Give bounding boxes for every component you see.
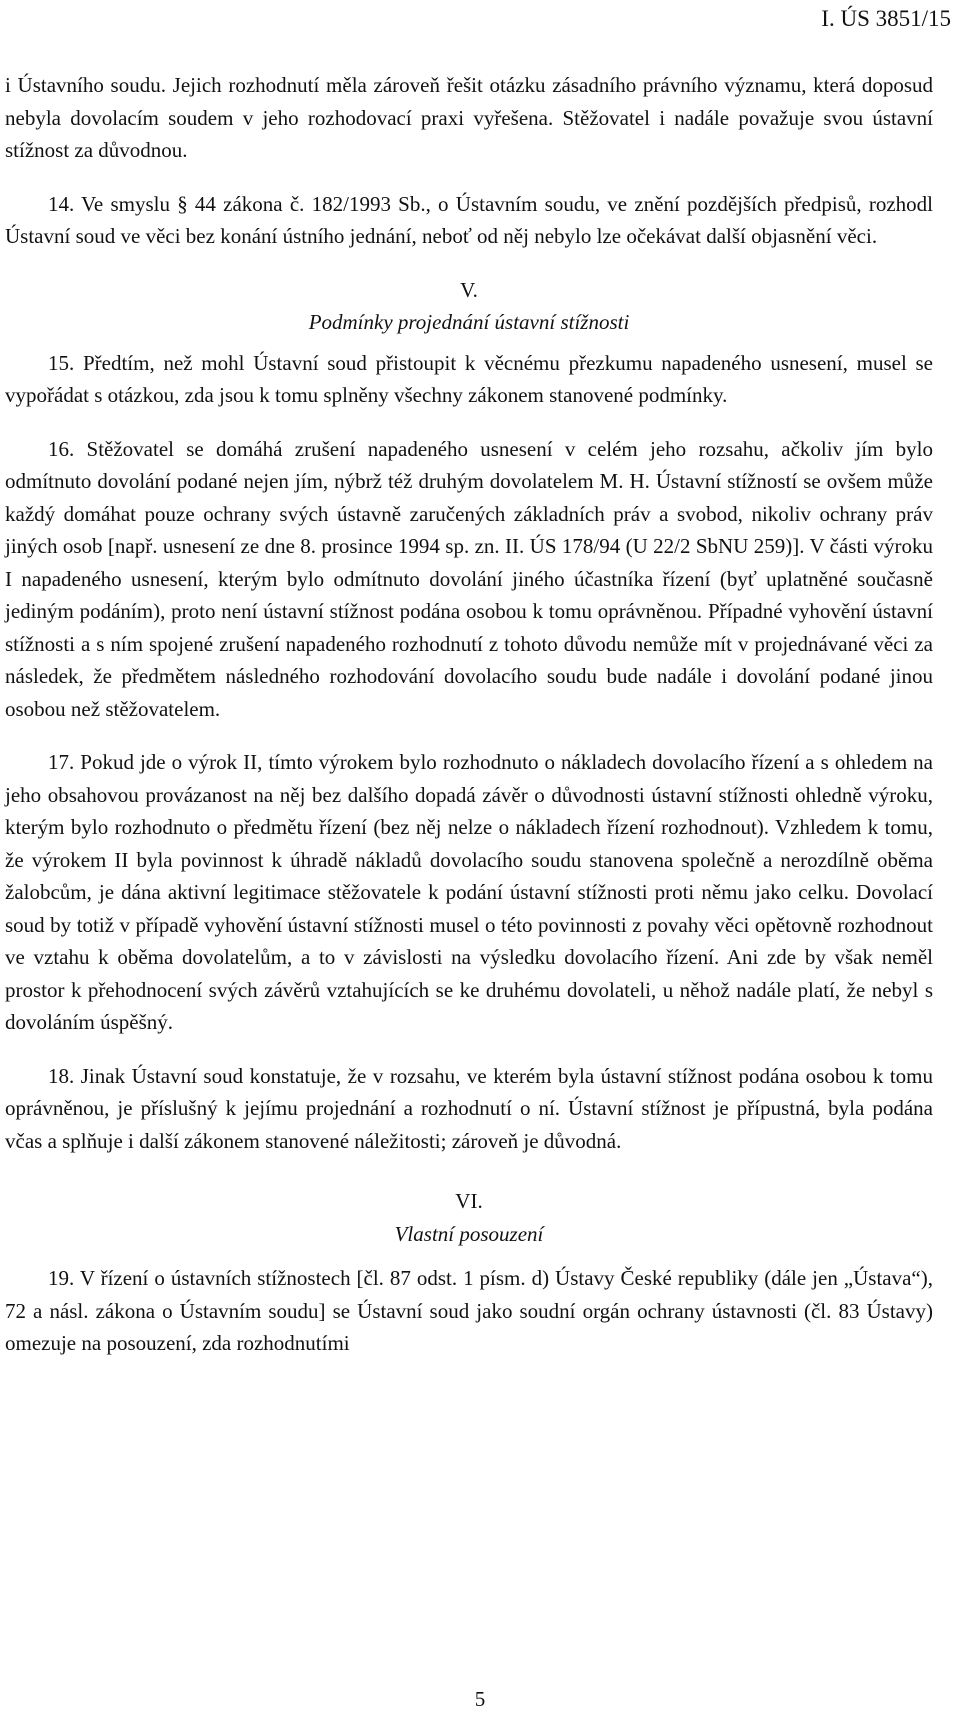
paragraph-18: 18. Jinak Ústavní soud konstatuje, že v rozsahu, ve kterém byla ústavní stížnost podána osobou k tomu oprávněnou, je příslušný k jejímu projednání a rozhodnutí o ní. Ústavní stížnost je přípustná, byla podána včas a splňuje i další zákonem stanovené náležitosti; zároveň je důvodná.: [5, 1063, 933, 1153]
paragraph-17: 17. Pokud jde o výrok II, tímto výrokem bylo rozhodnuto o nákladech dovolacího řízení a s ohledem na jeho obsahovou provázanost na něj bez dalšího dopadá závěr o důvodnosti ústavní stížnosti ohledně výroku, kterým bylo rozhodnuto o předmětu řízení (bez něj nelze o nákladech řízení rozhodnout). Vzhledem k tomu, že výrokem II byla povinnost k úhradě nákladů dovolacího soudu stanovena společně a nerozdílně oběma žalobcům, je dána aktivní legitimace stěžovatele k podání ústavní stížnosti proti němu jako celku. Dovolací soud by totiž v případě vyhovění ústavní stížnosti musel o této povinnosti z povahy věci opětovně rozhodnout ve vztahu k oběma dovolatelům, a to v závislosti na výsledku dovolacího řízení. Ani zde by však neměl prostor k přehodnocení svých závěrů vztahujících se ke druhému dovolateli, u něhož nadále platí, že nebyl s dovoláním úspěšný.: [5, 750, 933, 1034]
section-vi-title: Vlastní posouzení: [394, 1221, 544, 1246]
document-body: [5, 69, 933, 1360]
case-reference: I. ÚS 3851/15: [821, 6, 951, 31]
paragraph-16: 16. Stěžovatel se domáhá zrušení napadeného usnesení v celém jeho rozsahu, ačkoliv jím bylo odmítnuto dovolání podané nejen jím, nýbrž též druhým dovolatelem M. H. Ústavní stížností se ovšem může každý domáhat pouze ochrany svých ústavně zaručených základních práv a svobod, nikoliv ochrany práv jiných osob [např. usnesení ze dne 8. prosince 1994 sp. zn. II. ÚS 178/94 (U 22/2 SbNU 259)]. V části výroku I napadeného usnesení, kterým bylo odmítnuto dovolání jiného účastníka řízení (byť uplatněné současně jediným podáním), proto není ústavní stížnost podána osobou k tomu oprávněnou. Případné vyhovění ústavní stížnosti a s ním spojené zrušení napadeného rozhodnutí z tohoto důvodu nemůže mít v projednávané věci za následek, že předmětem následného rozhodování dovolacího soudu bude nadále i dovolání podané jinou osobou než stěžovatelem.: [5, 436, 933, 721]
paragraph-14: 14. Ve smyslu § 44 zákona č. 182/1993 Sb., o Ústavním soudu, ve znění pozdějších předpisů, rozhodl Ústavní soud ve věci bez konání ústního jednání, neboť od něj nebylo lze očekávat další objasnění věci.: [5, 191, 933, 248]
paragraph-15: 15. Předtím, než mohl Ústavní soud přistoupit k věcnému přezkumu napadeného usnesení, musel se vypořádat s otázkou, zda jsou k tomu splněny všechny zákonem stanovené podmínky.: [5, 350, 933, 407]
page-number: 5: [474, 1687, 486, 1711]
section-vi-number: VI.: [455, 1189, 483, 1213]
paragraph-intro: i Ústavního soudu. Jejich rozhodnutí měla zároveň řešit otázku zásadního právního významu, která doposud nebyla dovolacím soudem v jeho rozhodovací praxi vyřešena. Stěžovatel i nadále považuje svou ústavní stížnost za důvodnou.: [5, 73, 933, 162]
section-v-number: V.: [460, 277, 478, 302]
paragraph-19: 19. V řízení o ústavních stížnostech [čl. 87 odst. 1 písm. d) Ústavy České republiky (dále jen „Ústava“), 72 a násl. zákona o Ústavním soudu] se Ústavní soud jako soudní orgán ochrany ústavnosti (čl. 83 Ústavy) omezuje na posouzení, zda rozhodnutími: [5, 1266, 933, 1355]
section-v-title: Podmínky projednání ústavní stížnosti: [308, 310, 630, 334]
